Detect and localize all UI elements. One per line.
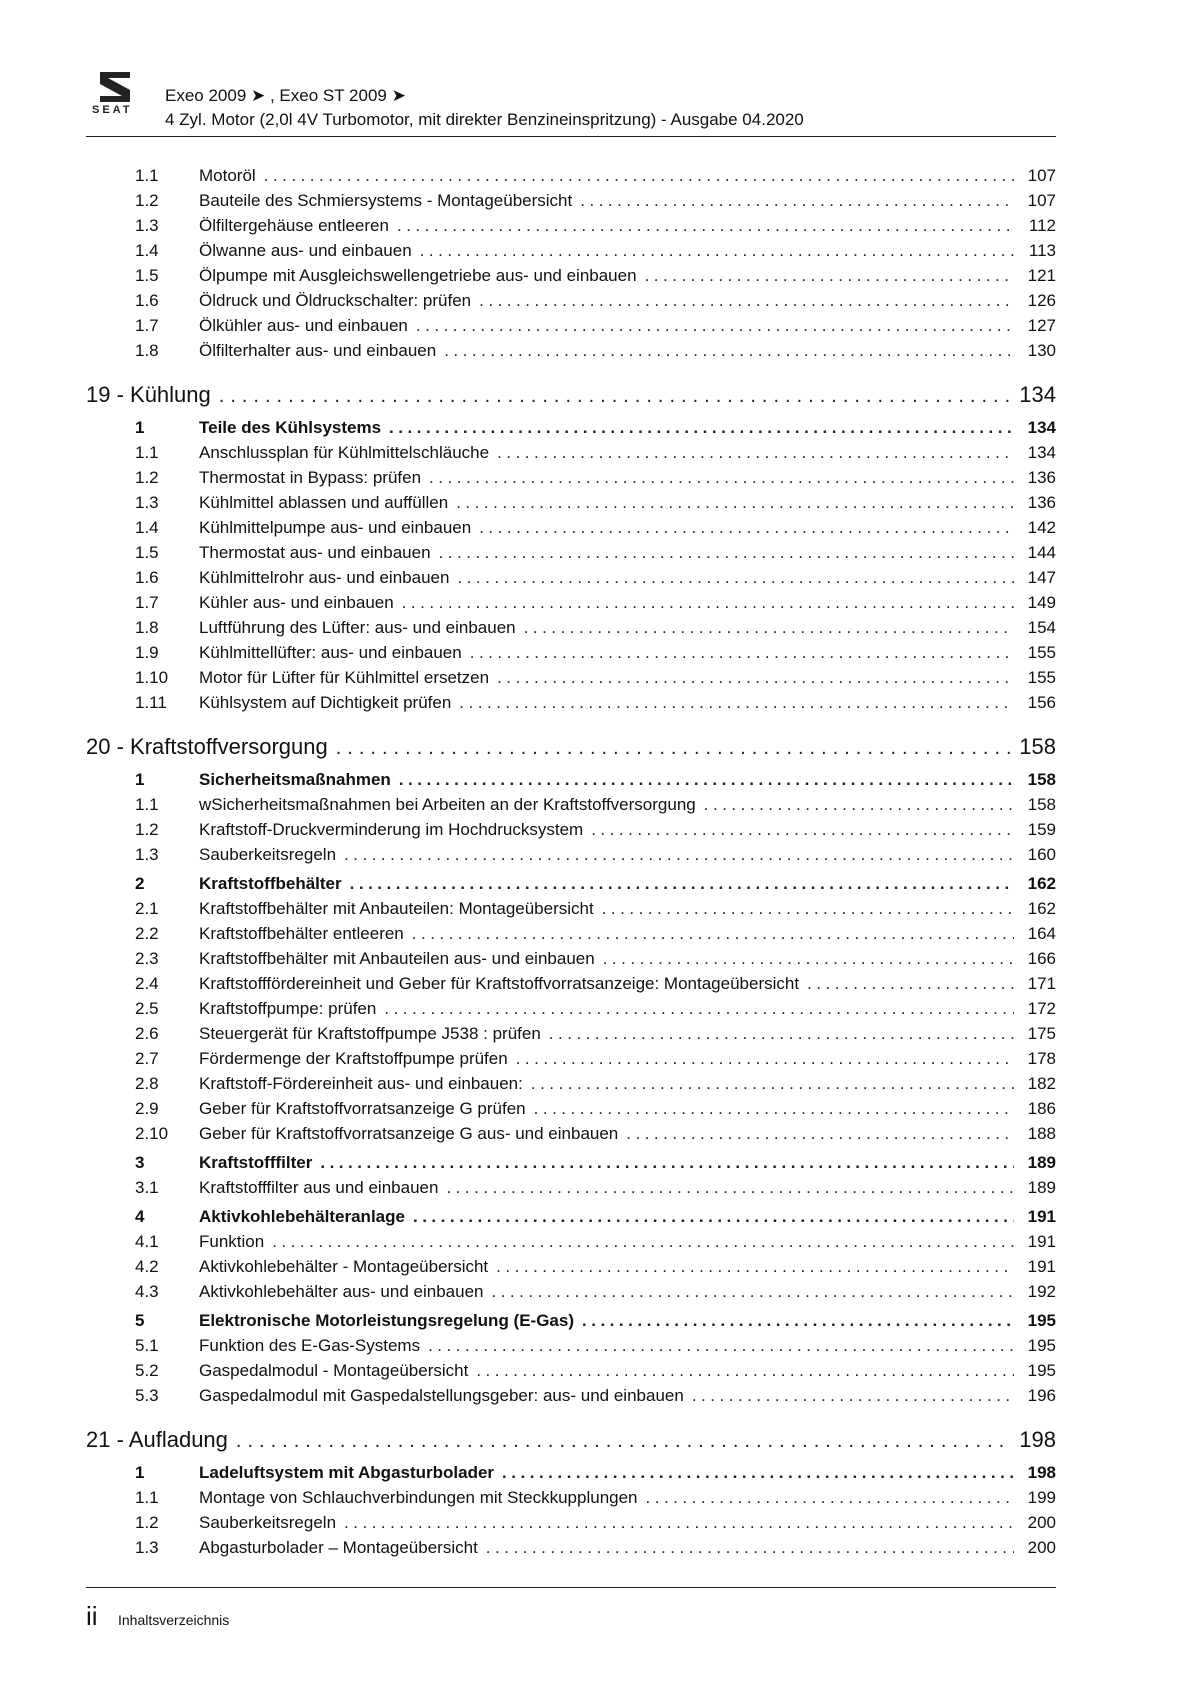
toc-entry-number: 1.1: [135, 795, 159, 814]
toc-entry[interactable]: [86, 543, 1056, 568]
toc-entry-page: 127: [1027, 316, 1056, 335]
toc-entry-page: 156: [1027, 693, 1056, 712]
toc-entry-title: Kraftstofffilter aus und einbauen: [199, 1178, 439, 1197]
toc-entry-number: 1.1: [135, 166, 159, 185]
toc-entry-title: Aktivkohlebehälteranlage: [199, 1207, 405, 1226]
toc-entry[interactable]: [86, 1074, 1056, 1099]
toc-entry-number: 1.4: [135, 518, 159, 537]
toc-entry-number: 5.3: [135, 1386, 159, 1405]
toc-entry-title: Fördermenge der Kraftstoffpumpe prüfen: [199, 1049, 508, 1068]
toc-entry-title: Ölkühler aus- und einbauen: [199, 316, 408, 335]
toc-entry-title: Ölpumpe mit Ausgleichswellengetriebe aus- und einbauen: [199, 266, 637, 285]
toc-dot-leader: [692, 1386, 1014, 1406]
toc-dot-leader: [602, 899, 1014, 919]
toc-entry[interactable]: [86, 974, 1056, 999]
toc-dot-leader: [420, 241, 1014, 261]
toc-entry[interactable]: [86, 341, 1056, 366]
seat-logo: [86, 70, 142, 120]
toc-dot-leader: [491, 1282, 1014, 1302]
header-engine-edition: 4 Zyl. Motor (2,0l 4V Turbomotor, mit direkter Benzineinspritzung) - Ausgabe 04.2020: [165, 110, 804, 129]
toc-entry-page: 162: [1027, 899, 1056, 918]
toc-entry[interactable]: [86, 468, 1056, 493]
toc-dot-leader: [236, 1426, 1011, 1456]
toc-entry-page: 172: [1027, 999, 1056, 1018]
toc-entry[interactable]: [86, 266, 1056, 291]
toc-entry-number: 5.1: [135, 1336, 159, 1355]
toc-entry-title: Kraftstofffilter: [199, 1153, 313, 1172]
toc-entry-title: Ölwanne aus- und einbauen: [199, 241, 412, 260]
toc-dot-leader: [626, 1124, 1014, 1144]
toc-entry-number: 1.11: [135, 693, 167, 712]
toc-section-entry[interactable]: [86, 770, 1056, 795]
toc-entry[interactable]: [86, 1538, 1056, 1563]
toc-entry-page: 198: [1019, 1427, 1056, 1452]
toc-entry-number: 2.6: [135, 1024, 159, 1043]
toc-entry[interactable]: [86, 1099, 1056, 1124]
toc-entry-title: Öldruck und Öldruckschalter: prüfen: [199, 291, 472, 310]
toc-section-entry[interactable]: [86, 1311, 1056, 1336]
toc-dot-leader: [582, 1311, 1014, 1331]
toc-dot-leader: [470, 643, 1014, 663]
toc-entry-title: 21 - Aufladung: [86, 1427, 228, 1452]
toc-dot-leader: [479, 518, 1014, 538]
toc-entry-number: 4.1: [135, 1232, 159, 1251]
toc-entry-number: 1.2: [135, 820, 159, 839]
footer-page-number: ii: [86, 1601, 98, 1631]
toc-entry[interactable]: [86, 924, 1056, 949]
toc-entry-page: 188: [1027, 1124, 1056, 1143]
toc-dot-leader: [502, 1463, 1014, 1483]
toc-entry-page: 107: [1027, 166, 1056, 185]
toc-dot-leader: [402, 593, 1014, 613]
toc-entry[interactable]: [86, 668, 1056, 693]
toc-dot-leader: [524, 618, 1014, 638]
table-of-contents: [86, 166, 1056, 1563]
toc-dot-leader: [446, 1178, 1014, 1198]
toc-entry-page: 134: [1019, 382, 1056, 407]
toc-entry-title: Kraftstofffördereinheit und Geber für Kraftstoffvorratsanzeige: Montageübersicht: [199, 974, 800, 993]
toc-entry-page: 158: [1019, 734, 1056, 759]
toc-entry-title: Kühlmittelrohr aus- und einbauen: [199, 568, 450, 587]
toc-entry-page: 191: [1027, 1232, 1056, 1251]
toc-entry[interactable]: [86, 1257, 1056, 1282]
toc-entry-title: 19 - Kühlung: [86, 382, 211, 407]
toc-entry-title: Kraftstoffpumpe: prüfen: [199, 999, 377, 1018]
toc-entry-number: 1.8: [135, 618, 159, 637]
toc-entry-title: Aktivkohlebehälter aus- und einbauen: [199, 1282, 484, 1301]
toc-dot-leader: [413, 1207, 1014, 1227]
toc-entry-page: 195: [1027, 1311, 1056, 1330]
toc-entry-number: 4.2: [135, 1257, 159, 1276]
toc-entry-number: 1.3: [135, 493, 159, 512]
toc-entry-number: 1.10: [135, 668, 169, 687]
toc-entry-title: Teile des Kühlsystems: [199, 418, 382, 437]
toc-dot-leader: [534, 1099, 1014, 1119]
toc-entry-number: 1.7: [135, 593, 159, 612]
toc-entry-title: Funktion: [199, 1232, 265, 1251]
toc-dot-leader: [336, 733, 1012, 763]
toc-entry[interactable]: [86, 216, 1056, 241]
toc-entry-page: 195: [1027, 1336, 1056, 1355]
toc-entry-number: 1.6: [135, 568, 159, 587]
toc-dot-leader: [219, 381, 1012, 411]
toc-entry[interactable]: [86, 493, 1056, 518]
toc-dot-leader: [350, 874, 1014, 894]
toc-entry[interactable]: [86, 241, 1056, 266]
toc-entry[interactable]: [86, 443, 1056, 468]
toc-entry-page: 147: [1027, 568, 1056, 587]
toc-entry-page: 192: [1027, 1282, 1056, 1301]
toc-entry-page: 159: [1027, 820, 1056, 839]
toc-entry-number: 2.10: [135, 1124, 169, 1143]
toc-entry[interactable]: [86, 1232, 1056, 1257]
toc-entry-number: 5.2: [135, 1361, 159, 1380]
toc-section-entry[interactable]: [86, 1153, 1056, 1178]
toc-entry-page: 136: [1027, 493, 1056, 512]
toc-entry-title: Kraftstoffbehälter entleeren: [199, 924, 404, 943]
toc-entry[interactable]: [86, 643, 1056, 668]
toc-entry-page: 154: [1027, 618, 1056, 637]
toc-entry-number: 1.1: [135, 443, 159, 462]
toc-entry-number: 2: [135, 874, 145, 893]
toc-entry-number: 1.4: [135, 241, 159, 260]
toc-dot-leader: [476, 1361, 1014, 1381]
toc-entry-page: 178: [1027, 1049, 1056, 1068]
toc-dot-leader: [397, 216, 1014, 236]
toc-dot-leader: [549, 1024, 1014, 1044]
toc-entry-number: 1.2: [135, 468, 159, 487]
toc-dot-leader: [591, 820, 1014, 840]
toc-dot-leader: [344, 845, 1014, 865]
toc-entry-page: 160: [1027, 845, 1056, 864]
toc-entry-number: 2.1: [135, 899, 159, 918]
toc-entry-number: 1.3: [135, 216, 159, 235]
toc-entry-number: 2.3: [135, 949, 159, 968]
brand-name: SEAT: [92, 104, 133, 116]
toc-entry-title: Motoröl: [199, 166, 256, 185]
toc-dot-leader: [479, 291, 1014, 311]
toc-entry-title: Geber für Kraftstoffvorratsanzeige G aus- und einbauen: [199, 1124, 619, 1143]
toc-entry-page: 158: [1027, 795, 1056, 814]
toc-entry-title: Kühler aus- und einbauen: [199, 593, 394, 612]
toc-entry-number: 2.4: [135, 974, 159, 993]
toc-entry-number: 2.2: [135, 924, 159, 943]
toc-entry-page: 200: [1027, 1538, 1056, 1557]
toc-entry-title: Kühlmittellüfter: aus- und einbauen: [199, 643, 462, 662]
toc-entry-page: 112: [1028, 216, 1056, 235]
toc-entry[interactable]: [86, 795, 1056, 820]
toc-entry[interactable]: [86, 899, 1056, 924]
toc-entry-page: 195: [1027, 1361, 1056, 1380]
toc-dot-leader: [384, 999, 1014, 1019]
toc-entry-number: 4: [135, 1207, 145, 1226]
toc-entry[interactable]: [86, 316, 1056, 341]
toc-entry-page: 136: [1027, 468, 1056, 487]
toc-section-entry[interactable]: [86, 874, 1056, 899]
toc-dot-leader: [704, 795, 1014, 815]
toc-entry[interactable]: [86, 1513, 1056, 1538]
toc-entry-number: 1.5: [135, 543, 159, 562]
toc-entry-number: 1.2: [135, 1513, 159, 1532]
toc-entry-number: 1.2: [135, 191, 159, 210]
toc-entry-number: 1.8: [135, 341, 159, 360]
toc-entry[interactable]: [86, 999, 1056, 1024]
toc-entry-number: 1.3: [135, 845, 159, 864]
toc-entry-title: Gaspedalmodul - Montageübersicht: [199, 1361, 469, 1380]
toc-entry-page: 198: [1027, 1463, 1056, 1482]
toc-dot-leader: [497, 668, 1014, 688]
toc-entry-number: 1.1: [135, 1488, 159, 1507]
toc-entry-title: Ölfilterhalter aus- und einbauen: [199, 341, 437, 360]
toc-entry[interactable]: [86, 1488, 1056, 1513]
toc-entry-title: Abgasturbolader – Montageübersicht: [199, 1538, 478, 1557]
toc-entry-page: 155: [1027, 668, 1056, 687]
toc-entry-number: 3.1: [135, 1178, 159, 1197]
toc-dot-leader: [457, 568, 1014, 588]
toc-entry-title: Steuergerät für Kraftstoffpumpe J538 : prüfen: [199, 1024, 541, 1043]
toc-entry-title: Thermostat in Bypass: prüfen: [199, 468, 422, 487]
toc-entry[interactable]: [86, 820, 1056, 845]
toc-entry-number: 1: [135, 418, 145, 437]
toc-entry-title: Sauberkeitsregeln: [199, 1513, 337, 1532]
toc-dot-leader: [456, 493, 1014, 513]
toc-section-entry[interactable]: [86, 1463, 1056, 1488]
toc-entry-title: Aktivkohlebehälter - Montageübersicht: [199, 1257, 489, 1276]
footer-divider: [86, 1587, 1056, 1588]
toc-entry-number: 1.6: [135, 291, 159, 310]
toc-entry-title: Geber für Kraftstoffvorratsanzeige G prüfen: [199, 1099, 526, 1118]
toc-entry-page: 142: [1027, 518, 1056, 537]
toc-entry[interactable]: [86, 518, 1056, 543]
toc-entry-page: 189: [1027, 1178, 1056, 1197]
toc-entry-page: 164: [1027, 924, 1056, 943]
toc-dot-leader: [646, 1488, 1014, 1508]
toc-entry-title: Ölfiltergehäuse entleeren: [199, 216, 389, 235]
toc-entry[interactable]: [86, 618, 1056, 643]
toc-entry[interactable]: [86, 693, 1056, 718]
toc-entry-page: 155: [1027, 643, 1056, 662]
toc-dot-leader: [444, 341, 1014, 361]
toc-entry-page: 144: [1027, 543, 1056, 562]
toc-dot-leader: [497, 443, 1014, 463]
toc-entry-title: Kühlmittel ablassen und auffüllen: [199, 493, 449, 512]
toc-entry-page: 166: [1027, 949, 1056, 968]
toc-entry[interactable]: [86, 593, 1056, 618]
toc-entry-title: Elektronische Motorleistungsregelung (E-Gas): [199, 1311, 575, 1330]
toc-dot-leader: [429, 468, 1014, 488]
toc-entry-title: Montage von Schlauchverbindungen mit Steckkupplungen: [199, 1488, 638, 1507]
toc-dot-leader: [459, 693, 1014, 713]
toc-entry-title: Kraftstoff-Fördereinheit aus- und einbauen:: [199, 1074, 523, 1093]
toc-dot-leader: [580, 191, 1014, 211]
toc-entry-title: Motor für Lüfter für Kühlmittel ersetzen: [199, 668, 490, 687]
toc-entry-page: 130: [1027, 341, 1056, 360]
toc-dot-leader: [516, 1049, 1014, 1069]
toc-entry-title: Ladeluftsystem mit Abgasturbolader: [199, 1463, 495, 1482]
toc-entry-number: 1.5: [135, 266, 159, 285]
toc-entry[interactable]: [86, 191, 1056, 216]
toc-dot-leader: [320, 1153, 1014, 1173]
toc-entry-number: 1: [135, 1463, 145, 1482]
toc-entry-page: 175: [1027, 1024, 1056, 1043]
toc-entry-title: Sauberkeitsregeln: [199, 845, 337, 864]
toc-entry-title: Kraftstoffbehälter mit Anbauteilen: Montageübersicht: [199, 899, 594, 918]
toc-entry-number: 1.7: [135, 316, 159, 335]
toc-entry-number: 2.7: [135, 1049, 159, 1068]
toc-dot-leader: [344, 1513, 1014, 1533]
toc-entry-page: 121: [1027, 266, 1056, 285]
toc-entry-page: 113: [1028, 241, 1056, 260]
toc-entry-page: 107: [1027, 191, 1056, 210]
toc-entry-title: Kraftstoffbehälter: [199, 874, 342, 893]
toc-entry-number: 5: [135, 1311, 145, 1330]
toc-dot-leader: [531, 1074, 1014, 1094]
header-vehicle-models: Exeo 2009 ➤ , Exeo ST 2009 ➤: [165, 86, 406, 105]
toc-entry-title: Kühlsystem auf Dichtigkeit prüfen: [199, 693, 452, 712]
toc-entry[interactable]: [86, 166, 1056, 191]
toc-entry-page: 171: [1027, 974, 1056, 993]
toc-dot-leader: [603, 949, 1014, 969]
toc-entry[interactable]: [86, 1024, 1056, 1049]
toc-entry-number: 3: [135, 1153, 145, 1172]
page-header: [86, 70, 1056, 137]
toc-entry-number: 2.9: [135, 1099, 159, 1118]
toc-entry-title: Gaspedalmodul mit Gaspedalstellungsgeber: aus- und einbauen: [199, 1386, 684, 1405]
toc-entry-title: Kühlmittelpumpe aus- und einbauen: [199, 518, 472, 537]
toc-dot-leader: [264, 166, 1014, 186]
toc-entry-title: Funktion des E-Gas-Systems: [199, 1336, 421, 1355]
toc-dot-leader: [807, 974, 1014, 994]
toc-entry-page: 134: [1027, 418, 1056, 437]
toc-dot-leader: [428, 1336, 1014, 1356]
toc-entry-page: 126: [1027, 291, 1056, 310]
toc-entry-title: 20 - Kraftstoffversorgung: [86, 734, 328, 759]
toc-section-entry[interactable]: [86, 418, 1056, 443]
toc-entry-title: wSicherheitsmaßnahmen bei Arbeiten an der Kraftstoffversorgung: [199, 795, 696, 814]
toc-entry-page: 191: [1027, 1257, 1056, 1276]
toc-entry[interactable]: [86, 845, 1056, 870]
toc-entry[interactable]: [86, 1124, 1056, 1149]
toc-entry[interactable]: [86, 949, 1056, 974]
toc-entry[interactable]: [86, 568, 1056, 593]
toc-entry[interactable]: [86, 1336, 1056, 1361]
toc-entry-number: 1.3: [135, 1538, 159, 1557]
toc-entry-page: 196: [1027, 1386, 1056, 1405]
toc-entry[interactable]: [86, 1282, 1056, 1307]
toc-entry-title: Bauteile des Schmiersystems - Montageübersicht: [199, 191, 573, 210]
toc-entry[interactable]: [86, 1178, 1056, 1203]
toc-entry-page: 199: [1027, 1488, 1056, 1507]
toc-entry-page: 149: [1027, 593, 1056, 612]
toc-entry-number: 4.3: [135, 1282, 159, 1301]
toc-entry-title: Sicherheitsmaßnahmen: [199, 770, 391, 789]
toc-chapter-entry[interactable]: [86, 1425, 1056, 1463]
toc-entry[interactable]: [86, 1386, 1056, 1411]
toc-entry-number: 2.8: [135, 1074, 159, 1093]
toc-entry[interactable]: [86, 291, 1056, 316]
toc-dot-leader: [416, 316, 1014, 336]
toc-dot-leader: [645, 266, 1014, 286]
toc-dot-leader: [272, 1232, 1014, 1252]
toc-entry-title: Thermostat aus- und einbauen: [199, 543, 431, 562]
toc-entry-number: 2.5: [135, 999, 159, 1018]
toc-entry-page: 182: [1027, 1074, 1056, 1093]
toc-entry[interactable]: [86, 1361, 1056, 1386]
footer-label: Inhaltsverzeichnis: [118, 1612, 230, 1628]
toc-entry-title: Luftführung des Lüfter: aus- und einbauen: [199, 618, 516, 637]
toc-entry-page: 134: [1027, 443, 1056, 462]
toc-dot-leader: [486, 1538, 1014, 1558]
toc-entry-page: 186: [1027, 1099, 1056, 1118]
toc-entry-number: 1.9: [135, 643, 159, 662]
toc-entry-page: 191: [1027, 1207, 1056, 1226]
toc-entry-page: 200: [1027, 1513, 1056, 1532]
toc-entry-title: Kraftstoff-Druckverminderung im Hochdrucksystem: [199, 820, 584, 839]
toc-entry[interactable]: [86, 1049, 1056, 1074]
toc-entry-title: Kraftstoffbehälter mit Anbauteilen aus- und einbauen: [199, 949, 595, 968]
toc-chapter-entry[interactable]: [86, 380, 1056, 418]
toc-section-entry[interactable]: [86, 1207, 1056, 1232]
toc-chapter-entry[interactable]: [86, 732, 1056, 770]
toc-dot-leader: [399, 770, 1014, 790]
toc-entry-number: 1: [135, 770, 145, 789]
toc-entry-page: 158: [1027, 770, 1056, 789]
toc-dot-leader: [496, 1257, 1014, 1277]
toc-dot-leader: [389, 418, 1014, 438]
toc-entry-page: 189: [1027, 1153, 1056, 1172]
toc-dot-leader: [412, 924, 1014, 944]
toc-entry-title: Anschlussplan für Kühlmittelschläuche: [199, 443, 490, 462]
toc-entry-page: 162: [1027, 874, 1056, 893]
toc-dot-leader: [439, 543, 1014, 563]
